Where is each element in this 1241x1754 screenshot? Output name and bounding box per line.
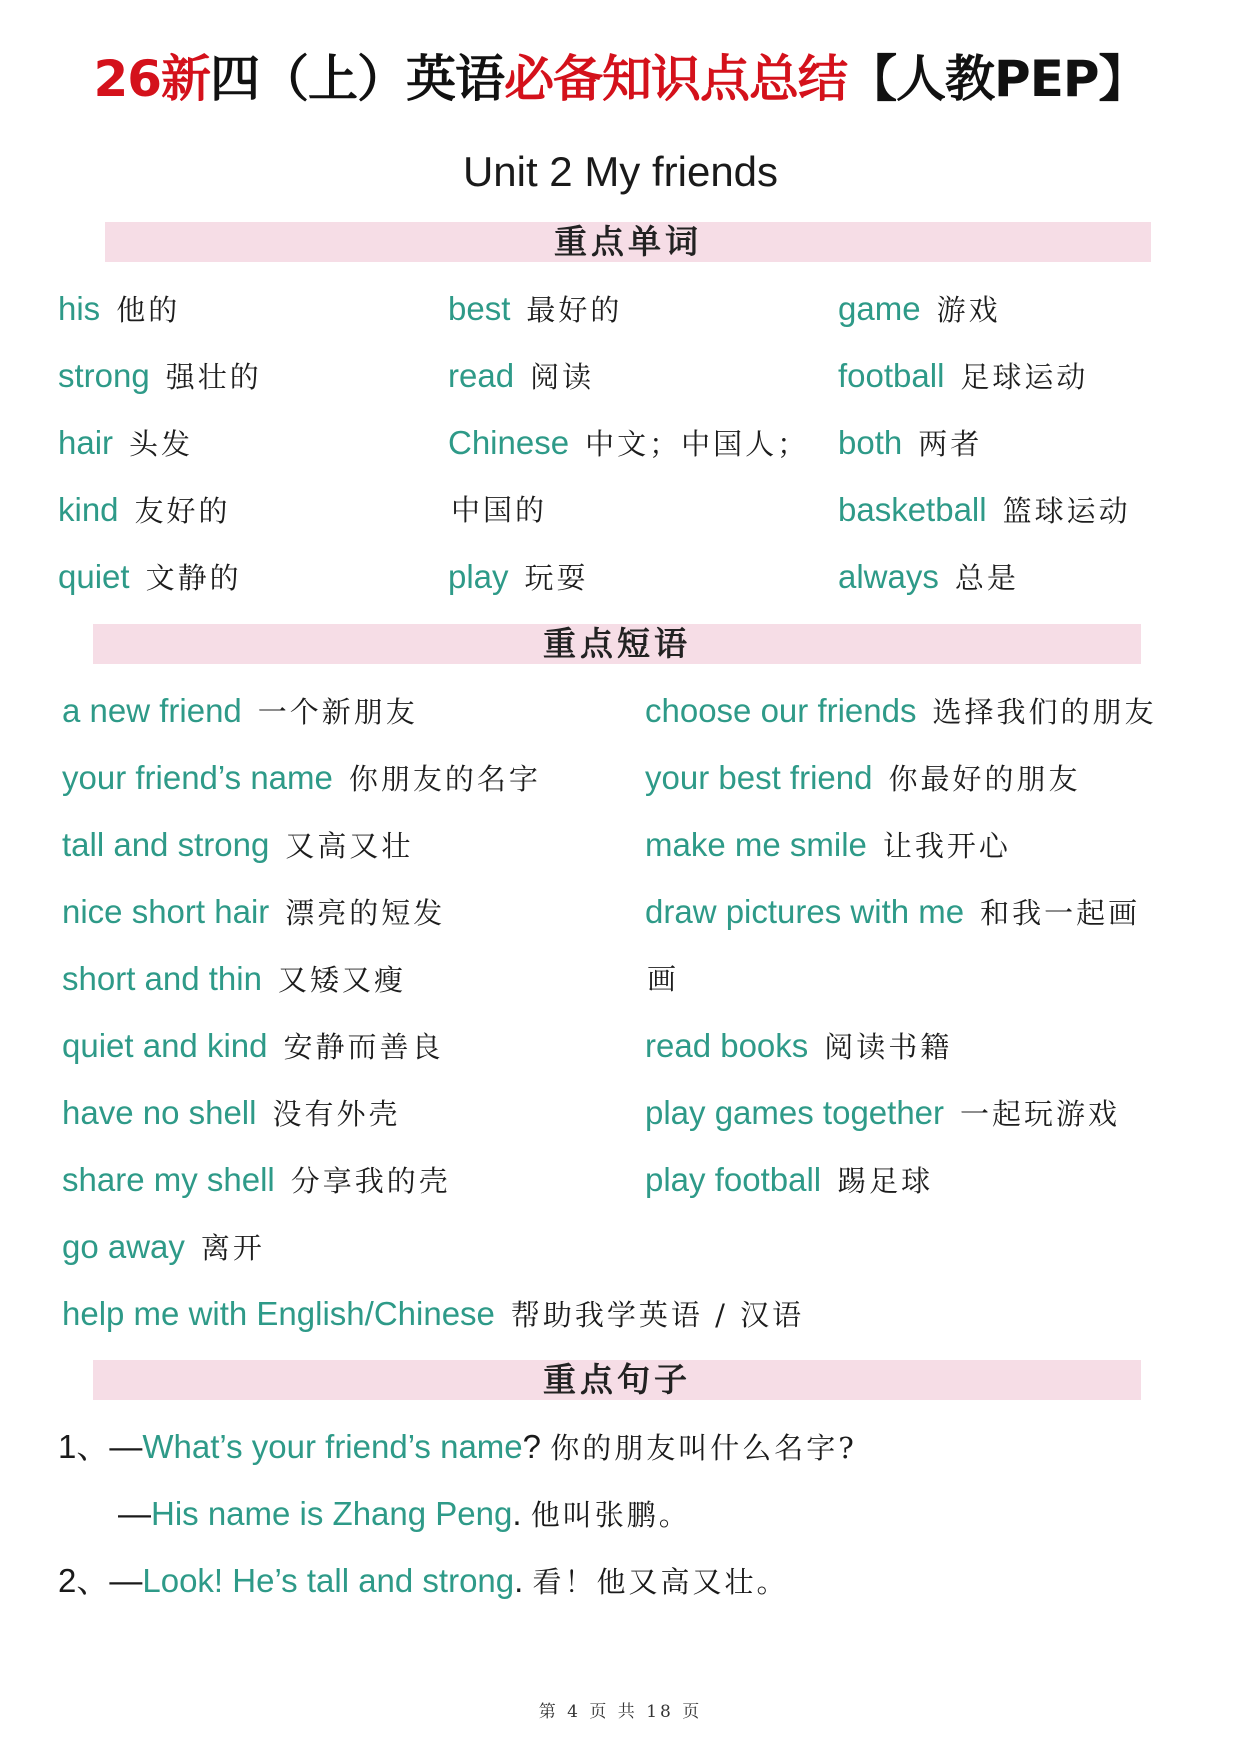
word-zh: 中文；中国人； xyxy=(585,427,810,461)
phrase-item xyxy=(62,688,418,740)
word-en: Chinese xyxy=(448,424,570,461)
sentence-en: Look! He’s tall and strong xyxy=(142,1562,515,1599)
word-en: kind xyxy=(58,491,119,528)
word-zh: 最好的 xyxy=(526,293,623,327)
phrase-zh: 踢足球 xyxy=(837,1164,934,1198)
phrase-en: have no shell xyxy=(62,1094,257,1131)
phrase-item xyxy=(62,1157,451,1209)
phrase-en: draw pictures with me xyxy=(645,893,965,930)
phrase-zh: 和我一起画 xyxy=(980,896,1141,930)
phrase-en: nice short hair xyxy=(62,893,270,930)
phrase-zh: 你朋友的名字 xyxy=(348,762,541,796)
word-zh: 足球运动 xyxy=(960,360,1089,394)
word-zh: 头发 xyxy=(129,427,194,461)
sentence-en: What’s your friend’s name xyxy=(142,1428,523,1465)
word-item xyxy=(448,286,622,338)
word-en: hair xyxy=(58,424,114,461)
word-item xyxy=(58,353,262,405)
word-item-continuation xyxy=(451,487,547,538)
phrase-zh: 又矮又瘦 xyxy=(277,963,406,997)
phrase-en: play games together xyxy=(645,1094,945,1131)
phrase-zh: 你最好的朋友 xyxy=(888,762,1081,796)
word-zh: 强壮的 xyxy=(165,360,262,394)
sentence-en: His name is Zhang Peng xyxy=(151,1495,513,1532)
word-item xyxy=(448,420,809,472)
sentence-punct: ? xyxy=(522,1428,542,1465)
phrase-zh: 又高又壮 xyxy=(285,829,414,863)
phrase-zh: 离开 xyxy=(200,1231,265,1265)
unit-subtitle: Unit 2 My friends xyxy=(462,148,779,195)
page-title xyxy=(0,44,1241,114)
phrase-zh: 漂亮的短发 xyxy=(285,896,446,930)
sentence-zh: 你的朋友叫什么名字? xyxy=(550,1431,857,1465)
word-item xyxy=(58,487,231,539)
word-item xyxy=(838,353,1088,405)
sentence-item xyxy=(58,1558,789,1605)
word-en: both xyxy=(838,424,903,461)
title-part-2: 四（上）英语 xyxy=(210,50,505,108)
word-item xyxy=(448,554,589,606)
sentence-item xyxy=(58,1424,857,1471)
word-item xyxy=(58,420,193,472)
phrase-item xyxy=(62,1023,444,1075)
phrase-zh: 画 xyxy=(647,962,680,996)
word-zh: 玩耍 xyxy=(524,561,589,595)
sentence-zh: 他叫张鹏。 xyxy=(530,1498,691,1532)
section-title-sentences: 重点句子 xyxy=(543,1360,691,1399)
sentence-punct: . xyxy=(512,1495,522,1532)
phrase-item xyxy=(645,889,1140,941)
phrase-zh: 没有外壳 xyxy=(272,1097,401,1131)
phrase-item xyxy=(645,1157,933,1209)
phrase-zh: 阅读书籍 xyxy=(824,1030,953,1064)
phrase-item xyxy=(62,889,445,941)
phrase-item xyxy=(62,822,413,874)
phrase-en: your friend’s name xyxy=(62,759,333,796)
phrase-zh: 让我开心 xyxy=(882,829,1011,863)
phrase-item xyxy=(62,1090,401,1142)
word-en: football xyxy=(838,357,945,394)
word-item xyxy=(58,286,180,338)
word-zh: 文静的 xyxy=(145,561,242,595)
page-footer: 第 4 页 共 18 页 xyxy=(538,1702,703,1722)
word-zh: 两者 xyxy=(918,427,983,461)
section-title-phrases: 重点短语 xyxy=(543,624,691,663)
word-en: read xyxy=(448,357,515,394)
phrase-en: share my shell xyxy=(62,1161,275,1198)
word-zh: 友好的 xyxy=(134,494,231,528)
phrase-item xyxy=(645,755,1080,807)
section-header-sentences xyxy=(93,1360,1141,1400)
title-part-4: 【人教PEP】 xyxy=(847,50,1148,108)
word-item xyxy=(838,487,1131,539)
title-part-3: 必备知识点总结 xyxy=(504,50,848,108)
phrase-en: short and thin xyxy=(62,960,262,997)
word-en: best xyxy=(448,290,511,327)
phrase-zh: 安静而善良 xyxy=(283,1030,444,1064)
phrase-en: help me with English/Chinese xyxy=(62,1295,495,1332)
word-en: quiet xyxy=(58,558,130,595)
phrase-en: tall and strong xyxy=(62,826,270,863)
word-zh: 中国的 xyxy=(451,493,548,527)
word-en: basketball xyxy=(838,491,987,528)
phrase-item-continuation xyxy=(647,956,679,1007)
phrase-item xyxy=(62,1224,265,1276)
word-en: play xyxy=(448,558,509,595)
word-en: always xyxy=(838,558,939,595)
phrase-item xyxy=(645,688,1157,740)
phrase-item xyxy=(62,956,406,1008)
phrase-en: play football xyxy=(645,1161,822,1198)
phrase-item xyxy=(645,1090,1120,1142)
word-item xyxy=(58,554,242,606)
phrase-en: your best friend xyxy=(645,759,873,796)
section-title-words: 重点单词 xyxy=(554,222,702,261)
phrase-en: read books xyxy=(645,1027,809,1064)
phrase-zh: 分享我的壳 xyxy=(290,1164,451,1198)
phrase-en: choose our friends xyxy=(645,692,917,729)
sentence-prefix: 1、— xyxy=(58,1428,143,1465)
sentence-item xyxy=(118,1491,691,1538)
phrase-item xyxy=(645,1023,952,1075)
word-zh: 篮球运动 xyxy=(1002,494,1131,528)
phrase-en: quiet and kind xyxy=(62,1027,268,1064)
phrase-zh: 一个新朋友 xyxy=(257,695,418,729)
word-item xyxy=(838,286,1001,338)
word-en: strong xyxy=(58,357,150,394)
word-zh: 游戏 xyxy=(936,293,1001,327)
phrase-en: make me smile xyxy=(645,826,867,863)
word-en: game xyxy=(838,290,921,327)
sentence-punct: . xyxy=(514,1562,524,1599)
sentence-prefix: 2、— xyxy=(58,1562,143,1599)
sentence-prefix: — xyxy=(118,1495,151,1532)
sentence-zh: 看！他又高又壮。 xyxy=(532,1565,789,1599)
phrase-item xyxy=(62,1291,804,1343)
word-zh: 总是 xyxy=(954,561,1019,595)
word-zh: 阅读 xyxy=(530,360,595,394)
word-item xyxy=(838,420,982,472)
word-zh: 他的 xyxy=(116,293,181,327)
phrase-item xyxy=(62,755,541,807)
phrase-en: go away xyxy=(62,1228,185,1265)
section-header-phrases xyxy=(93,624,1141,664)
phrase-en: a new friend xyxy=(62,692,242,729)
word-en: his xyxy=(58,290,101,327)
phrase-zh: 选择我们的朋友 xyxy=(932,695,1157,729)
phrase-zh: 帮助我学英语 / 汉语 xyxy=(510,1298,805,1332)
title-part-1: 26新 xyxy=(93,50,211,108)
phrase-zh: 一起玩游戏 xyxy=(960,1097,1121,1131)
word-item xyxy=(448,353,594,405)
phrase-item xyxy=(645,822,1011,874)
section-header-words xyxy=(105,222,1151,262)
word-item xyxy=(838,554,1019,606)
